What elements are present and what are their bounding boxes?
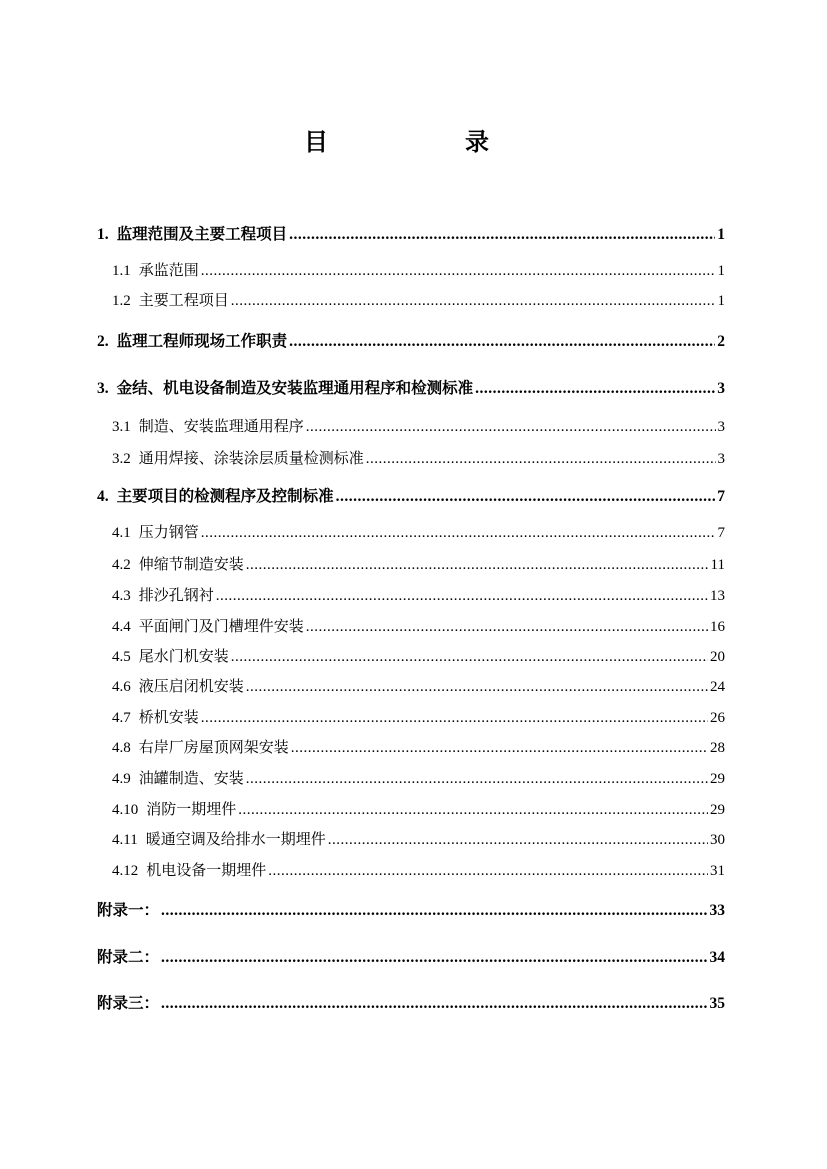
toc-entry-page-number: 7 <box>717 488 725 505</box>
toc-dot-leader <box>246 675 708 699</box>
toc-entry-number: 4.4 <box>112 619 131 635</box>
toc-entry-number: 4. <box>97 488 109 505</box>
toc-dot-leader <box>291 736 708 760</box>
toc-entry[interactable] <box>97 898 725 922</box>
toc-dot-leader <box>336 485 716 509</box>
toc-entry-number: 2. <box>97 333 109 350</box>
toc-entry-label: 尾水门机安装 <box>138 647 229 665</box>
toc-entry[interactable] <box>112 614 725 638</box>
toc-entry-page-number: 33 <box>709 902 725 919</box>
toc-entry-number: 4.5 <box>112 649 131 665</box>
toc-entry-label: 平面闸门及门槽埋件安装 <box>138 617 304 635</box>
toc-entry[interactable] <box>112 674 725 698</box>
toc-entry-page-number: 28 <box>710 740 725 756</box>
toc-entry-page-number: 3 <box>717 451 725 467</box>
toc-dot-leader <box>289 330 715 354</box>
toc-entry-label: 桥机安装 <box>138 708 199 726</box>
toc-entry-page-number: 1 <box>717 226 725 243</box>
toc-entry[interactable] <box>112 735 725 759</box>
toc-entry-page-number: 26 <box>710 710 725 726</box>
toc-entry-number: 4.12 <box>112 863 139 879</box>
toc-entry-label: 金结、机电设备制造及安装监理通用程序和检测标准 <box>116 379 474 397</box>
toc-entry-label: 制造、安装监理通用程序 <box>138 417 304 435</box>
toc-entry-label: 附录三： <box>97 994 160 1012</box>
toc-entry[interactable] <box>112 797 725 821</box>
toc-entry-number: 1.2 <box>112 293 131 309</box>
toc-entry-label: 监理工程师现场工作职责 <box>116 332 288 350</box>
toc-entry-page-number: 35 <box>709 995 725 1012</box>
toc-dot-leader <box>161 992 707 1016</box>
toc-entry-page-number: 11 <box>710 557 725 573</box>
toc-dot-leader <box>246 767 708 791</box>
toc-dot-leader <box>201 706 708 730</box>
toc-entry-label: 排沙孔钢衬 <box>138 586 214 604</box>
toc-entry-label: 机电设备一期埋件 <box>146 861 267 879</box>
toc-entry-page-number: 29 <box>710 771 725 787</box>
toc-dot-leader <box>475 377 715 401</box>
toc-dot-leader <box>201 521 716 545</box>
toc-entry-page-number: 20 <box>710 649 725 665</box>
toc-entry[interactable] <box>97 991 725 1015</box>
toc-entry[interactable] <box>112 446 725 470</box>
toc-entry[interactable] <box>112 827 725 851</box>
toc-entry-page-number: 13 <box>710 588 725 604</box>
toc-dot-leader <box>289 223 715 247</box>
toc-entry-label: 液压启闭机安装 <box>138 677 244 695</box>
toc-dot-leader <box>231 645 708 669</box>
toc-entry[interactable] <box>97 329 725 353</box>
toc-entry[interactable] <box>112 858 725 882</box>
toc-entry-page-number: 16 <box>710 619 725 635</box>
toc-dot-leader <box>161 899 707 923</box>
toc-entry-page-number: 29 <box>710 802 725 818</box>
toc-entry-number: 4.8 <box>112 740 131 756</box>
toc-entry-number: 1. <box>97 226 109 243</box>
toc-entry-page-number: 24 <box>710 679 725 695</box>
toc-entry[interactable] <box>97 222 725 246</box>
toc-entry[interactable] <box>97 945 725 969</box>
toc-entry-label: 主要项目的检测程序及控制标准 <box>116 487 334 505</box>
toc-entry-number: 4.3 <box>112 588 131 604</box>
toc-entry-page-number: 31 <box>710 863 725 879</box>
toc-entry-page-number: 3 <box>717 419 725 435</box>
toc-entry-number: 4.9 <box>112 771 131 787</box>
toc-dot-leader <box>238 798 708 822</box>
toc-entry-label: 附录一： <box>97 901 160 919</box>
toc-entry-label: 油罐制造、安装 <box>138 769 244 787</box>
toc-entry-page-number: 2 <box>717 333 725 350</box>
toc-dot-leader <box>328 828 708 852</box>
toc-dot-leader <box>201 259 716 283</box>
toc-entry-label: 压力钢管 <box>138 523 199 541</box>
toc-dot-leader <box>161 946 707 970</box>
toc-entry-number: 3. <box>97 380 109 397</box>
toc-dot-leader <box>268 859 708 883</box>
toc-dot-leader <box>366 447 716 471</box>
title-char-right: 录 <box>465 128 489 156</box>
toc-entry-number: 4.6 <box>112 679 131 695</box>
toc-entry-label: 通用焊接、涂装涂层质量检测标准 <box>138 449 364 467</box>
toc-dot-leader <box>306 615 708 639</box>
toc-entry[interactable] <box>112 520 725 544</box>
toc-entry[interactable] <box>112 644 725 668</box>
toc-entry-label: 右岸厂房屋顶网架安装 <box>138 738 289 756</box>
toc-entry-number: 4.2 <box>112 557 131 573</box>
toc-entry-label: 监理范围及主要工程项目 <box>116 225 288 243</box>
title-char-left: 目 <box>304 128 328 156</box>
toc-entry-number: 3.1 <box>112 419 131 435</box>
toc-dot-leader <box>306 415 716 439</box>
toc-entry-page-number: 7 <box>717 525 725 541</box>
toc-entry-number: 1.1 <box>112 263 131 279</box>
toc-entry[interactable] <box>112 583 725 607</box>
toc-entry-page-number: 3 <box>717 380 725 397</box>
toc-entry-page-number: 1 <box>717 263 725 279</box>
toc-entry-page-number: 30 <box>710 832 725 848</box>
toc-entry[interactable] <box>97 484 725 508</box>
toc-dot-leader <box>231 289 716 313</box>
toc-title <box>0 124 827 164</box>
toc-entry-label: 承监范围 <box>138 261 199 279</box>
toc-dot-leader <box>246 553 709 577</box>
toc-entry-page-number: 34 <box>709 949 725 966</box>
toc-entry[interactable] <box>112 552 725 576</box>
toc-entry-number: 4.7 <box>112 710 131 726</box>
toc-entry-label: 附录二： <box>97 948 160 966</box>
toc-entry[interactable] <box>97 376 725 400</box>
toc-entry[interactable] <box>112 766 725 790</box>
toc-entry-number: 4.1 <box>112 525 131 541</box>
toc-entry-number: 4.10 <box>112 802 139 818</box>
toc-entry-label: 暖通空调及给排水一期埋件 <box>145 830 326 848</box>
toc-entry-number: 3.2 <box>112 451 131 467</box>
toc-entry[interactable] <box>112 705 725 729</box>
toc-entry-label: 伸缩节制造安装 <box>138 555 244 573</box>
toc-entry-number: 4.11 <box>112 832 138 848</box>
toc-entry[interactable] <box>112 414 725 438</box>
toc-entry-page-number: 1 <box>717 293 725 309</box>
toc-entry-label: 消防一期埋件 <box>146 800 237 818</box>
toc-entry[interactable] <box>112 258 725 282</box>
toc-dot-leader <box>216 584 708 608</box>
toc-entry[interactable] <box>112 288 725 312</box>
toc-entry-label: 主要工程项目 <box>138 291 229 309</box>
